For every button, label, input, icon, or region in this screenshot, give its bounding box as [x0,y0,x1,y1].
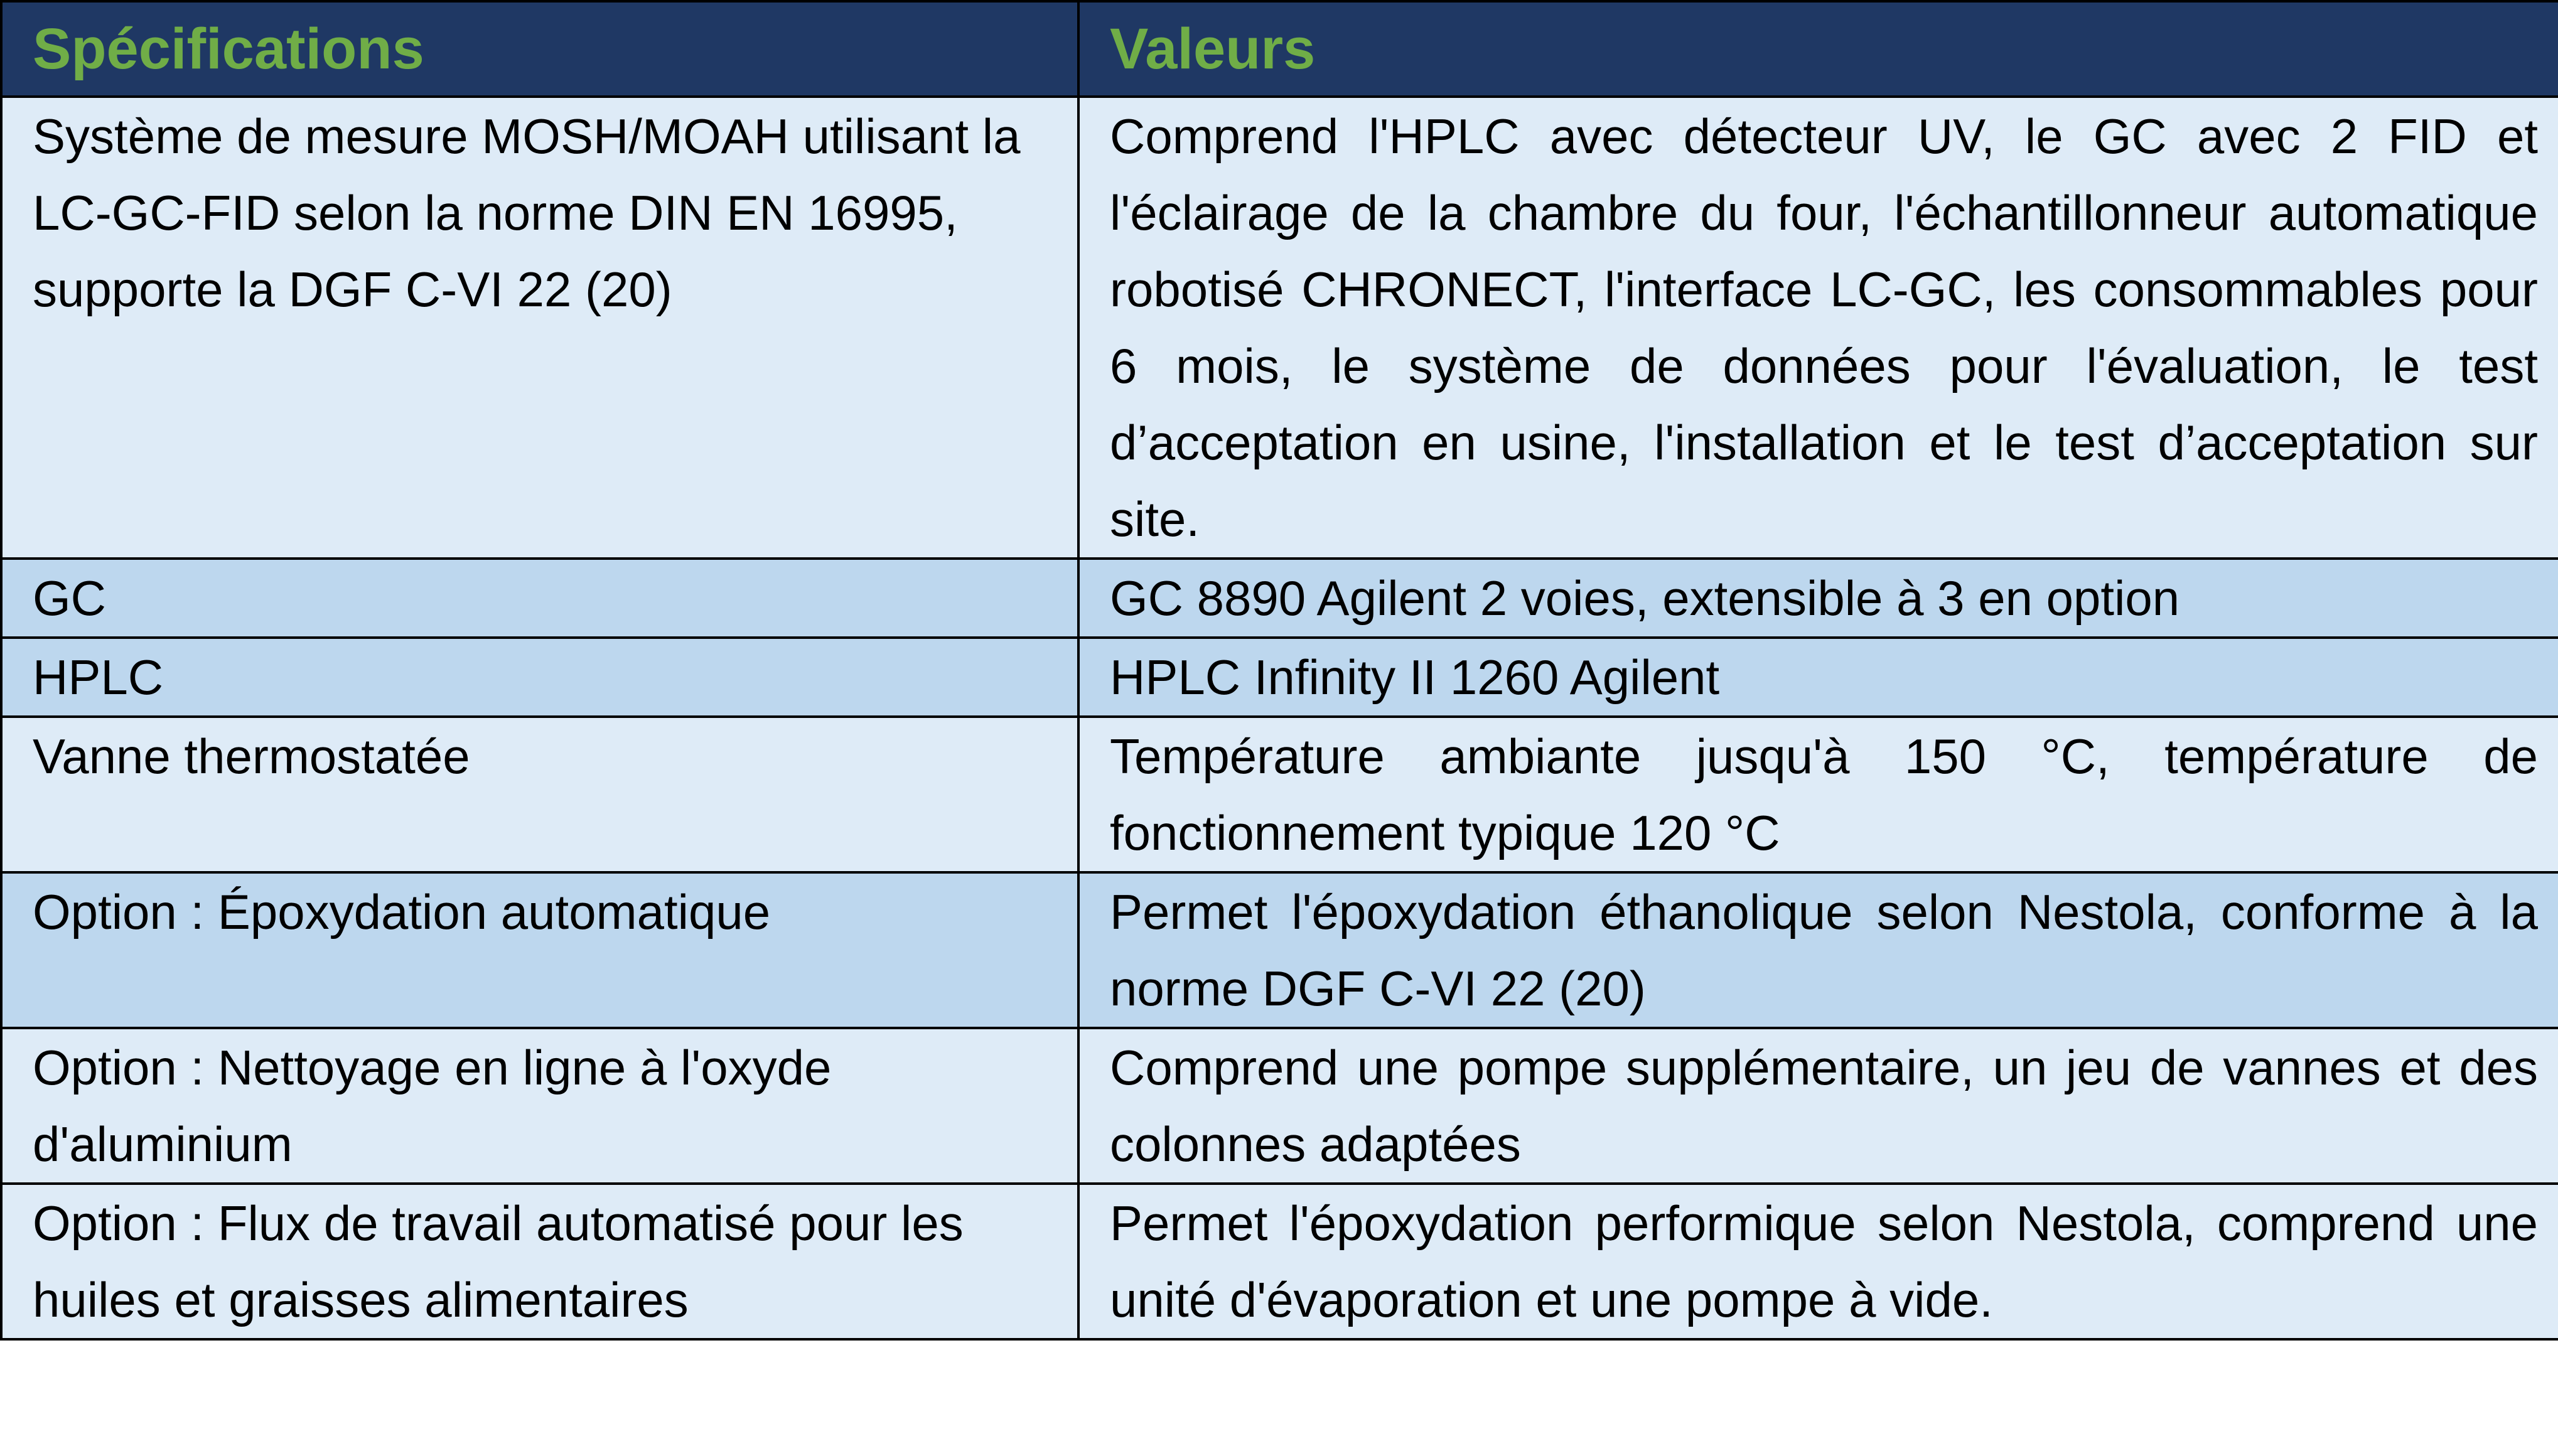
spec-cell: Système de mesure MOSH/MOAH utilisant la LC-GC-FID selon la norme DIN EN 16995, supporte la DGF C-VI 22 (20) [1,97,1078,559]
header-specifications: Spécifications [1,1,1078,97]
table-row [1,638,2558,717]
table-row [1,1028,2558,1184]
spec-cell: GC [1,559,1078,638]
value-cell: Permet l'époxydation éthanolique selon Nestola, conforme à la norme DGF C-VI 22 (20) [1078,872,2558,1028]
spec-cell: Option : Flux de travail automatisé pour les huiles et graisses alimentaires [1,1184,1078,1339]
value-cell: Comprend une pompe supplémentaire, un jeu de vannes et des colonnes adaptées [1078,1028,2558,1184]
value-cell: Permet l'époxydation performique selon Nestola, comprend une unité d'évaporation et une pompe à vide. [1078,1184,2558,1339]
table-row [1,872,2558,1028]
table-row [1,1184,2558,1339]
spec-cell: Vanne thermostatée [1,717,1078,872]
value-cell: Comprend l'HPLC avec détecteur UV, le GC avec 2 FID et l'éclairage de la chambre du four, l'échantillonneur automatique robotisé CHRONECT, l'interface LC-GC, les consommables pour 6 mois, le système de données pour l'évaluation, le test d’acceptation en usine, l'installation et le test d’acceptation sur site. [1078,97,2558,559]
value-cell: Température ambiante jusqu'à 150 °C, température de fonctionnement typique 120 °C [1078,717,2558,872]
spec-cell: Option : Époxydation automatique [1,872,1078,1028]
table-header-row [1,1,2558,97]
value-cell: GC 8890 Agilent 2 voies, extensible à 3 en option [1078,559,2558,638]
spec-cell: Option : Nettoyage en ligne à l'oxyde d'aluminium [1,1028,1078,1184]
table-row [1,97,2558,559]
table-row [1,717,2558,872]
header-valeurs: Valeurs [1078,1,2558,97]
spec-cell: HPLC [1,638,1078,717]
value-cell: HPLC Infinity II 1260 Agilent [1078,638,2558,717]
table-row [1,559,2558,638]
